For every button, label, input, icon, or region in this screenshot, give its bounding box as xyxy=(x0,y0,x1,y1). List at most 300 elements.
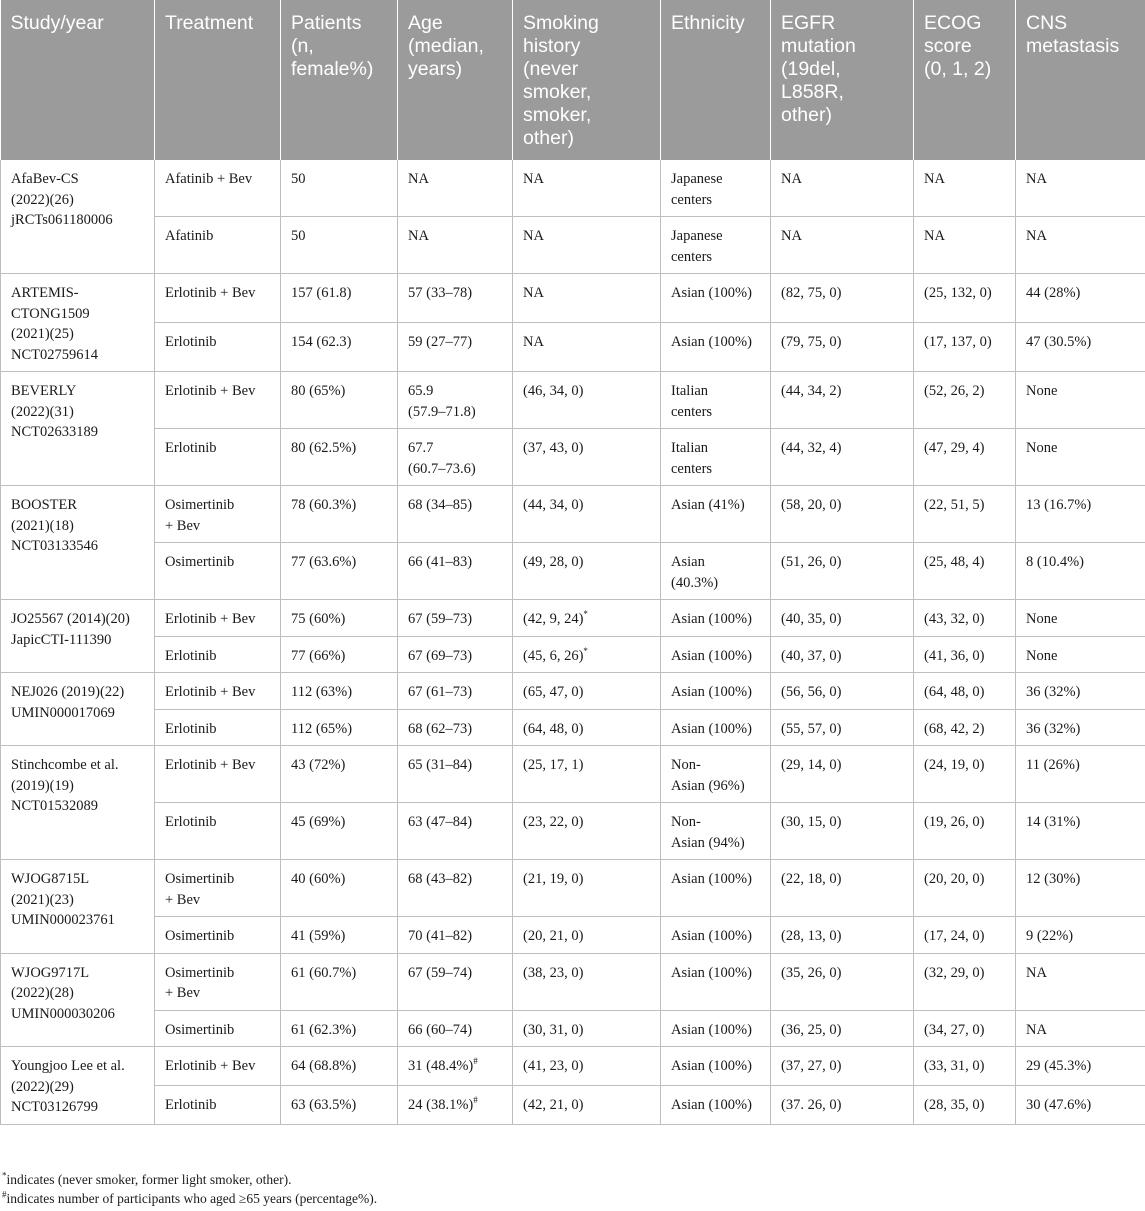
study-name-line: ARTEMIS- xyxy=(11,285,79,301)
age-line xyxy=(408,1020,504,1041)
ethnicity-line: Asian (41%) xyxy=(671,497,745,513)
study-name-line: (2021)(23) xyxy=(11,891,74,908)
treatment-line: Erlotinib xyxy=(165,334,217,350)
smoking-value: (30, 31, 0) xyxy=(523,1021,584,1038)
ethnicity-line: Asian (100%) xyxy=(671,928,752,944)
treatment-line: Erlotinib + Bev xyxy=(165,383,256,399)
cns-metastasis-cell: 13 (16.7%) xyxy=(1016,486,1145,543)
age-value: 68 (62–73) xyxy=(408,720,473,737)
age-value: 67 (59–74) xyxy=(408,964,473,981)
header-line: other) xyxy=(523,127,574,149)
table-row xyxy=(1,372,1145,429)
smoking-value: (44, 34, 0) xyxy=(523,497,584,513)
ecog-score-cell: (22, 51, 5) xyxy=(914,486,1016,543)
smoking-history-cell xyxy=(513,543,661,600)
patients-cell: 40 (60%) xyxy=(281,860,398,917)
treatment-cell xyxy=(155,917,281,954)
treatment-cell xyxy=(155,1010,281,1047)
ethnicity-line: Asian (94%) xyxy=(671,834,745,851)
ethnicity-cell xyxy=(661,274,771,323)
study-name-cell xyxy=(1,860,155,954)
table-row xyxy=(1,636,1145,673)
age-cell xyxy=(398,1085,513,1124)
patients-cell: 61 (60.7%) xyxy=(281,953,398,1010)
egfr-mutation-cell: (51, 26, 0) xyxy=(771,543,914,600)
egfr-mutation-cell: (79, 75, 0) xyxy=(771,323,914,372)
egfr-mutation-cell: (36, 25, 0) xyxy=(771,1010,914,1047)
table-row xyxy=(1,860,1145,917)
age-line xyxy=(408,495,504,516)
treatment-cell xyxy=(155,372,281,429)
age-line xyxy=(408,459,504,480)
smoking-value: (42, 21, 0) xyxy=(523,1096,584,1113)
patients-cell: 80 (65%) xyxy=(281,372,398,429)
ethnicity-cell xyxy=(661,429,771,486)
age-value: 66 (41–83) xyxy=(408,554,473,570)
header-line: Patients xyxy=(291,12,362,34)
ethnicity-cell xyxy=(661,1010,771,1047)
ethnicity-cell xyxy=(661,217,771,274)
cns-metastasis-cell: NA xyxy=(1016,953,1145,1010)
egfr-mutation-cell: (82, 75, 0) xyxy=(771,274,914,323)
egfr-mutation-cell: (28, 13, 0) xyxy=(771,917,914,954)
ethnicity-line: Asian (100%) xyxy=(671,684,752,700)
ethnicity-line: Non- xyxy=(671,757,701,773)
smoking-history-cell xyxy=(513,673,661,710)
smoking-history-cell xyxy=(513,217,661,274)
table-body xyxy=(1,160,1145,1124)
age-line xyxy=(408,1056,504,1077)
age-line xyxy=(408,332,504,353)
table-row xyxy=(1,486,1145,543)
age-value: 31 (48.4%) xyxy=(408,1058,474,1074)
age-line xyxy=(408,755,504,776)
patients-cell: 63 (63.5%) xyxy=(281,1085,398,1124)
cns-metastasis-cell: 47 (30.5%) xyxy=(1016,323,1145,372)
table-row xyxy=(1,1085,1145,1124)
cns-metastasis-cell: 36 (32%) xyxy=(1016,673,1145,710)
ethnicity-line: Italian xyxy=(671,383,709,399)
study-name-line: NCT03126799 xyxy=(11,1099,98,1115)
egfr-mutation-cell: (44, 34, 2) xyxy=(771,372,914,429)
cns-metastasis-cell: NA xyxy=(1016,1010,1145,1047)
patients-cell: 61 (62.3%) xyxy=(281,1010,398,1047)
col-ethnicity-header xyxy=(661,0,771,160)
treatment-cell xyxy=(155,673,281,710)
patients-cell: 112 (65%) xyxy=(281,709,398,746)
study-name-line: NCT02759614 xyxy=(11,346,98,363)
col-smoking-history-header xyxy=(513,0,661,160)
ecog-score-cell: (32, 29, 0) xyxy=(914,953,1016,1010)
ethnicity-cell xyxy=(661,600,771,637)
header-line: female%) xyxy=(291,58,374,80)
smoking-value: (37, 43, 0) xyxy=(523,440,584,456)
study-name-line: BOOSTER xyxy=(11,497,78,513)
ethnicity-line: Asian (100%) xyxy=(671,285,752,301)
study-name-line: NCT03133546 xyxy=(11,538,98,554)
ethnicity-line: Asian (100%) xyxy=(671,1096,752,1113)
treatment-line: Erlotinib + Bev xyxy=(165,757,256,773)
ecog-score-cell: (17, 137, 0) xyxy=(914,323,1016,372)
patients-cell: 64 (68.8%) xyxy=(281,1047,398,1086)
patients-cell: 45 (69%) xyxy=(281,803,398,860)
ethnicity-line: Asian (100%) xyxy=(671,1058,752,1074)
footnote-mark: # xyxy=(473,1094,478,1105)
table-row xyxy=(1,600,1145,637)
study-name-line: Stinchcombe et al. xyxy=(11,757,119,773)
treatment-cell xyxy=(155,217,281,274)
smoking-value: (21, 19, 0) xyxy=(523,871,584,887)
study-name-line: BEVERLY xyxy=(11,383,77,399)
treatment-cell xyxy=(155,274,281,323)
study-name-line: WJOG8715L xyxy=(11,871,90,887)
age-line xyxy=(408,552,504,573)
footnote xyxy=(2,1170,1145,1189)
age-value: 67.7 xyxy=(408,440,434,456)
study-name-cell xyxy=(1,1047,155,1125)
ethnicity-cell xyxy=(661,636,771,673)
ecog-score-cell: (17, 24, 0) xyxy=(914,917,1016,954)
ethnicity-line: Asian (100%) xyxy=(671,611,752,627)
smoking-history-cell xyxy=(513,372,661,429)
ethnicity-line: centers xyxy=(671,403,713,420)
header-line: Study/year xyxy=(10,12,104,34)
study-name-line: UMIN000017069 xyxy=(11,704,115,721)
study-name-cell xyxy=(1,600,155,673)
cns-metastasis-cell: 9 (22%) xyxy=(1016,917,1145,954)
smoking-history-cell xyxy=(513,636,661,673)
study-name-line: WJOG9717L xyxy=(11,964,90,981)
egfr-mutation-cell: NA xyxy=(771,160,914,217)
age-line xyxy=(408,609,504,630)
cns-metastasis-cell: 12 (30%) xyxy=(1016,860,1145,917)
age-cell xyxy=(398,543,513,600)
table-header-row xyxy=(1,0,1145,160)
treatment-cell xyxy=(155,860,281,917)
smoking-history-cell xyxy=(513,323,661,372)
ethnicity-line: Asian (96%) xyxy=(671,777,745,794)
age-cell xyxy=(398,917,513,954)
ethnicity-cell xyxy=(661,953,771,1010)
study-name-line: AfaBev-CS xyxy=(11,171,79,187)
cns-metastasis-cell: NA xyxy=(1016,217,1145,274)
age-value: 68 (43–82) xyxy=(408,871,473,887)
study-name-line: Youngjoo Lee et al. xyxy=(11,1058,125,1074)
smoking-value: (65, 47, 0) xyxy=(523,684,584,700)
patients-cell: 154 (62.3) xyxy=(281,323,398,372)
age-value: 63 (47–84) xyxy=(408,814,473,830)
treatment-cell xyxy=(155,600,281,637)
smoking-value: (23, 22, 0) xyxy=(523,814,584,830)
study-name-line: JapicCTI-111390 xyxy=(11,631,112,648)
header-line: CNS xyxy=(1026,12,1068,34)
study-name-line: (2022)(26) xyxy=(11,191,74,208)
header-line: Smoking xyxy=(523,12,599,34)
egfr-mutation-cell: (56, 56, 0) xyxy=(771,673,914,710)
cns-metastasis-cell: 14 (31%) xyxy=(1016,803,1145,860)
age-cell xyxy=(398,636,513,673)
study-name-line: (2021)(18) xyxy=(11,517,74,534)
table-row xyxy=(1,543,1145,600)
smoking-history-cell xyxy=(513,953,661,1010)
study-name-line: NCT01532089 xyxy=(11,798,98,814)
age-value: 67 (59–73) xyxy=(408,611,473,627)
header-line: score xyxy=(924,35,972,57)
age-cell xyxy=(398,860,513,917)
footnote xyxy=(2,1189,1145,1208)
ethnicity-cell xyxy=(661,673,771,710)
smoking-value: (64, 48, 0) xyxy=(523,720,584,737)
age-cell xyxy=(398,746,513,803)
egfr-mutation-cell: (58, 20, 0) xyxy=(771,486,914,543)
study-name-cell xyxy=(1,673,155,746)
header-line: EGFR xyxy=(781,12,836,34)
ethnicity-line: Asian (100%) xyxy=(671,1021,752,1038)
cns-metastasis-cell: 29 (45.3%) xyxy=(1016,1047,1145,1086)
age-cell xyxy=(398,1047,513,1086)
table-row xyxy=(1,746,1145,803)
cns-metastasis-cell: None xyxy=(1016,636,1145,673)
age-value: 67 (61–73) xyxy=(408,684,473,700)
age-value: 65 (31–84) xyxy=(408,757,473,773)
treatment-line: + Bev xyxy=(165,985,201,1001)
treatment-line: + Bev xyxy=(165,517,201,534)
study-name-line: jRCTs061180006 xyxy=(11,212,113,228)
age-line xyxy=(408,226,504,247)
footnote-mark: # xyxy=(2,1189,7,1200)
smoking-history-cell xyxy=(513,1085,661,1124)
treatment-line: Erlotinib + Bev xyxy=(165,684,256,700)
ecog-score-cell: (33, 31, 0) xyxy=(914,1047,1016,1086)
age-cell xyxy=(398,600,513,637)
header-line: metastasis xyxy=(1026,35,1120,57)
age-cell xyxy=(398,1010,513,1047)
ecog-score-cell: (41, 36, 0) xyxy=(914,636,1016,673)
smoking-value: NA xyxy=(523,334,544,350)
smoking-value: NA xyxy=(523,285,544,301)
egfr-mutation-cell: (30, 15, 0) xyxy=(771,803,914,860)
smoking-history-cell xyxy=(513,1010,661,1047)
ethnicity-cell xyxy=(661,746,771,803)
study-name-cell xyxy=(1,486,155,600)
smoking-history-cell xyxy=(513,1047,661,1086)
ethnicity-cell xyxy=(661,709,771,746)
cns-metastasis-cell: None xyxy=(1016,600,1145,637)
age-cell xyxy=(398,217,513,274)
treatment-line: Erlotinib xyxy=(165,814,217,830)
ethnicity-cell xyxy=(661,543,771,600)
age-cell xyxy=(398,953,513,1010)
study-name-cell xyxy=(1,274,155,372)
smoking-history-cell xyxy=(513,600,661,637)
age-line xyxy=(408,438,504,459)
ecog-score-cell: (47, 29, 4) xyxy=(914,429,1016,486)
smoking-value: (20, 21, 0) xyxy=(523,928,584,944)
egfr-mutation-cell: (40, 35, 0) xyxy=(771,600,914,637)
age-line xyxy=(408,381,504,402)
treatment-cell xyxy=(155,1085,281,1124)
cns-metastasis-cell: 36 (32%) xyxy=(1016,709,1145,746)
treatment-cell xyxy=(155,323,281,372)
ethnicity-line: centers xyxy=(671,191,713,208)
ecog-score-cell: (52, 26, 2) xyxy=(914,372,1016,429)
ecog-score-cell: (19, 26, 0) xyxy=(914,803,1016,860)
ethnicity-line: (40.3%) xyxy=(671,574,719,591)
treatment-cell xyxy=(155,953,281,1010)
smoking-value: NA xyxy=(523,171,544,187)
age-line xyxy=(408,869,504,890)
footnote-text: indicates (never smoker, former light smoker, other). xyxy=(6,1172,292,1187)
treatment-line: Afatinib xyxy=(165,228,214,244)
study-name-cell xyxy=(1,953,155,1047)
col-treatment-header xyxy=(155,0,281,160)
egfr-mutation-cell: (44, 32, 4) xyxy=(771,429,914,486)
ecog-score-cell: (25, 48, 4) xyxy=(914,543,1016,600)
ecog-score-cell: (34, 27, 0) xyxy=(914,1010,1016,1047)
age-line xyxy=(408,963,504,984)
ethnicity-line: Italian xyxy=(671,440,709,456)
age-value: 67 (69–73) xyxy=(408,647,473,664)
ethnicity-cell xyxy=(661,486,771,543)
header-line: smoker, xyxy=(523,81,592,103)
smoking-history-cell xyxy=(513,860,661,917)
ethnicity-line: Asian (100%) xyxy=(671,720,752,737)
smoking-history-cell xyxy=(513,160,661,217)
treatment-cell xyxy=(155,709,281,746)
study-name-cell xyxy=(1,746,155,860)
smoking-value: (45, 6, 26) xyxy=(523,647,584,664)
age-value: NA xyxy=(408,228,429,244)
ecog-score-cell: (28, 35, 0) xyxy=(914,1085,1016,1124)
smoking-value: (49, 28, 0) xyxy=(523,554,584,570)
table-row xyxy=(1,803,1145,860)
ethnicity-cell xyxy=(661,860,771,917)
cns-metastasis-cell: 8 (10.4%) xyxy=(1016,543,1145,600)
table-footnotes xyxy=(0,1170,1145,1208)
footnote-mark: * xyxy=(2,1170,7,1181)
cns-metastasis-cell: NA xyxy=(1016,160,1145,217)
ethnicity-line: Japanese xyxy=(671,171,723,187)
table-row xyxy=(1,160,1145,217)
ethnicity-cell xyxy=(661,1085,771,1124)
age-line xyxy=(408,682,504,703)
patients-cell: 80 (62.5%) xyxy=(281,429,398,486)
study-name-line: CTONG1509 xyxy=(11,305,90,322)
smoking-value: (42, 9, 24) xyxy=(523,611,584,627)
treatment-line: Osimertinib xyxy=(165,928,235,944)
ethnicity-line: Asian (100%) xyxy=(671,871,752,887)
ecog-score-cell: (64, 48, 0) xyxy=(914,673,1016,710)
study-name-cell xyxy=(1,160,155,274)
header-line: L858R, xyxy=(781,81,844,103)
age-cell xyxy=(398,372,513,429)
study-name-line: NCT02633189 xyxy=(11,424,98,440)
age-line xyxy=(408,926,504,947)
age-value: 70 (41–82) xyxy=(408,928,473,944)
table-row xyxy=(1,709,1145,746)
study-name-cell xyxy=(1,372,155,486)
col-egfr-mutation-header xyxy=(771,0,914,160)
table-row xyxy=(1,274,1145,323)
header-line: (median, xyxy=(408,35,484,57)
treatment-cell xyxy=(155,486,281,543)
header-line: other) xyxy=(781,104,832,126)
ethnicity-line: Asian (100%) xyxy=(671,334,752,350)
header-line: (0, 1, 2) xyxy=(924,58,992,80)
smoking-history-cell xyxy=(513,803,661,860)
patients-cell: 77 (66%) xyxy=(281,636,398,673)
treatment-line: Erlotinib + Bev xyxy=(165,611,256,627)
study-name-line: (2019)(19) xyxy=(11,777,74,794)
treatment-line: Erlotinib + Bev xyxy=(165,285,256,301)
smoking-history-cell xyxy=(513,709,661,746)
ecog-score-cell: (68, 42, 2) xyxy=(914,709,1016,746)
age-cell xyxy=(398,323,513,372)
treatment-cell xyxy=(155,746,281,803)
age-value: (60.7–73.6) xyxy=(408,460,476,477)
header-line: Ethnicity xyxy=(671,12,745,34)
footnote-mark: * xyxy=(583,645,588,656)
smoking-value: (38, 23, 0) xyxy=(523,964,584,981)
patients-cell: 50 xyxy=(281,217,398,274)
header-line: years) xyxy=(408,58,463,80)
age-cell xyxy=(398,709,513,746)
age-line xyxy=(408,1095,504,1116)
age-value: 65.9 xyxy=(408,383,434,399)
table-row xyxy=(1,217,1145,274)
smoking-value: (46, 34, 0) xyxy=(523,383,584,399)
age-cell xyxy=(398,429,513,486)
study-name-line: (2021)(25) xyxy=(11,326,74,342)
age-value: 59 (27–77) xyxy=(408,334,473,350)
treatment-line: Osimertinib xyxy=(165,497,235,513)
study-name-line: (2022)(29) xyxy=(11,1078,74,1095)
study-name-line: UMIN000023761 xyxy=(11,912,115,928)
age-value: (57.9–71.8) xyxy=(408,403,476,420)
patients-cell: 41 (59%) xyxy=(281,917,398,954)
study-name-line: (2022)(31) xyxy=(11,403,74,420)
ethnicity-cell xyxy=(661,160,771,217)
egfr-mutation-cell: NA xyxy=(771,217,914,274)
table-row xyxy=(1,323,1145,372)
treatment-cell xyxy=(155,803,281,860)
header-line: (never xyxy=(523,58,579,80)
patients-cell: 112 (63%) xyxy=(281,673,398,710)
ecog-score-cell: NA xyxy=(914,217,1016,274)
cns-metastasis-cell: 11 (26%) xyxy=(1016,746,1145,803)
smoking-history-cell xyxy=(513,429,661,486)
treatment-cell xyxy=(155,1047,281,1086)
ethnicity-line: centers xyxy=(671,460,713,477)
age-cell xyxy=(398,274,513,323)
egfr-mutation-cell: (22, 18, 0) xyxy=(771,860,914,917)
treatment-cell xyxy=(155,160,281,217)
table-row xyxy=(1,429,1145,486)
treatment-line: Erlotinib xyxy=(165,1096,217,1113)
footnote-mark: * xyxy=(583,609,588,620)
age-cell xyxy=(398,803,513,860)
ecog-score-cell: (25, 132, 0) xyxy=(914,274,1016,323)
footnote-text: indicates number of participants who aged ≥65 years (percentage%). xyxy=(6,1191,378,1206)
ethnicity-cell xyxy=(661,803,771,860)
ethnicity-cell xyxy=(661,917,771,954)
study-name-line: NEJ026 (2019)(22) xyxy=(11,684,125,700)
table-row xyxy=(1,673,1145,710)
study-name-line: JO25567 (2014)(20) xyxy=(11,611,130,627)
header-line: Age xyxy=(408,12,443,34)
table-row xyxy=(1,953,1145,1010)
age-value: 66 (60–74) xyxy=(408,1021,473,1038)
